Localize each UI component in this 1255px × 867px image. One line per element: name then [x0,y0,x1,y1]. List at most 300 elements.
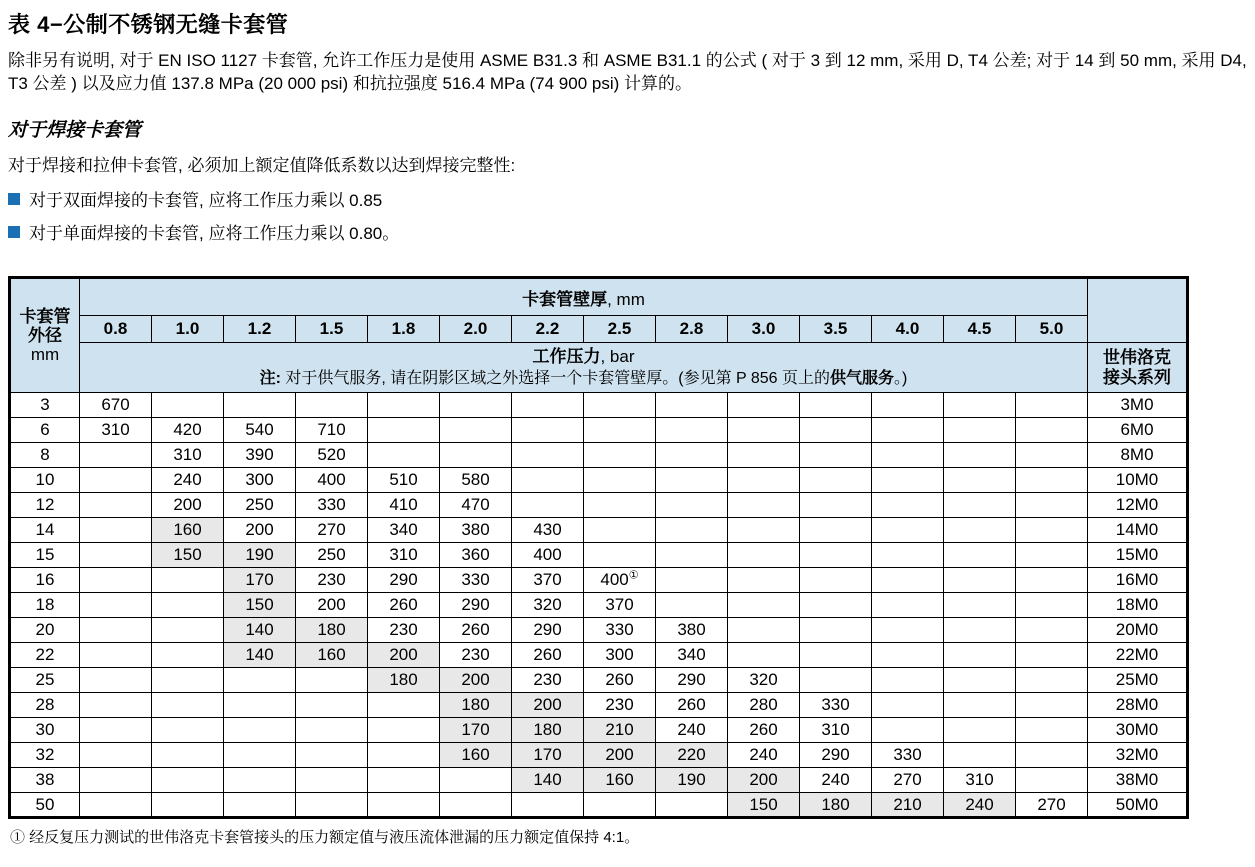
working-pressure-header-cell [80,343,1088,393]
pressure-cell [296,718,368,743]
pressure-cell: 240 [800,768,872,793]
series-cell: 30M0 [1088,718,1188,743]
od-cell: 22 [10,643,80,668]
pressure-cell [224,768,296,793]
pressure-cell: 170 [224,568,296,593]
pressure-cell [944,743,1016,768]
thickness-value-cell: 0.8 [80,316,152,343]
pressure-cell: 200 [584,743,656,768]
pressure-cell [1016,618,1088,643]
od-header-cell: 卡套管 外径 mm [10,278,80,393]
od-cell: 10 [10,468,80,493]
pressure-cell [1016,743,1088,768]
pressure-cell [1016,443,1088,468]
bullet-text: 对于双面焊接的卡套管, 应将工作压力乘以 0.85 [29,191,383,210]
pressure-cell: 260 [368,593,440,618]
table-row [10,593,1188,618]
pressure-cell: 540 [224,418,296,443]
pressure-cell [800,668,872,693]
pressure-cell [944,643,1016,668]
pressure-cell [152,618,224,643]
od-cell: 20 [10,618,80,643]
table-row [10,568,1188,593]
pressure-cell [728,618,800,643]
pressure-cell: 200 [512,693,584,718]
pressure-cell [728,543,800,568]
pressure-cell [296,693,368,718]
od-cell: 12 [10,493,80,518]
pressure-cell: 290 [440,593,512,618]
pressure-cell [872,418,944,443]
pressure-cell [368,718,440,743]
pressure-cell: 670 [80,393,152,418]
pressure-cell [800,618,872,643]
pressure-cell [1016,493,1088,518]
table-row [10,718,1188,743]
pressure-cell [872,468,944,493]
pressure-cell: 290 [800,743,872,768]
pressure-cell [224,393,296,418]
series-cell: 50M0 [1088,793,1188,818]
pressure-cell [656,468,728,493]
pressure-cell [1016,468,1088,493]
table-header [10,278,1188,393]
series-cell: 18M0 [1088,593,1188,618]
pressure-cell: 330 [872,743,944,768]
pressure-cell [584,393,656,418]
pressure-cell: 200 [296,593,368,618]
od-cell: 30 [10,718,80,743]
pressure-cell [224,668,296,693]
pressure-cell [800,443,872,468]
pressure-cell [80,593,152,618]
thickness-value-cell: 1.0 [152,316,224,343]
pressure-cell [440,793,512,818]
pressure-cell [584,493,656,518]
thickness-value-cell: 5.0 [1016,316,1088,343]
intro-paragraph: 除非另有说明, 对于 EN ISO 1127 卡套管, 允许工作压力是使用 ASME B31.3 和 ASME B31.1 的公式 ( 对于 3 到 12 mm, 采用 D, T4 公差; 对于 14 到 50 mm, 采用 D4, T3 公差 ) 以及应力值 137.8 MPa (20 000 psi) 和抗拉强度 516.4 MPa (74 900 psi) 计算的。 [8,51,1247,93]
pressure-cell [152,768,224,793]
pressure-cell [800,643,872,668]
pressure-cell [368,743,440,768]
pressure-cell [656,568,728,593]
pressure-cell [728,593,800,618]
pressure-cell: 310 [152,443,224,468]
pressure-cell [728,443,800,468]
gas-service-note: 注: 对于供气服务, 请在阴影区域之外选择一个卡套管壁厚。(参见第 P 856 页上的供气服务。) [259,369,908,387]
pressure-cell: 160 [296,643,368,668]
pressure-cell [800,593,872,618]
thickness-value-cell: 3.5 [800,316,872,343]
pressure-cell: 270 [296,518,368,543]
thickness-value-cell: 4.5 [944,316,1016,343]
series-cell: 10M0 [1088,468,1188,493]
pressure-cell [368,793,440,818]
thickness-value-cell: 2.8 [656,316,728,343]
thickness-value-cell: 1.8 [368,316,440,343]
pressure-cell [944,418,1016,443]
pressure-cell [656,443,728,468]
pressure-cell [872,393,944,418]
table-row [10,693,1188,718]
pressure-cell: 400 [296,468,368,493]
pressure-cell: 190 [656,768,728,793]
pressure-cell [872,643,944,668]
pressure-cell [944,393,1016,418]
pressure-cell [80,743,152,768]
pressure-cell: 230 [296,568,368,593]
od-cell: 15 [10,543,80,568]
square-bullet-icon [8,193,20,205]
pressure-cell [656,518,728,543]
pressure-cell: 520 [296,443,368,468]
table-row [10,743,1188,768]
pressure-cell: 380 [440,518,512,543]
pressure-cell [872,593,944,618]
pressure-cell: 260 [512,643,584,668]
pressure-cell: 410 [368,493,440,518]
pressure-cell [584,443,656,468]
pressure-unit-line: 工作压力, bar [532,346,635,366]
table-row [10,468,1188,493]
pressure-cell: 580 [440,468,512,493]
pressure-cell [80,543,152,568]
pressure-cell: 140 [224,643,296,668]
pressure-cell: 430 [512,518,584,543]
series-cell: 16M0 [1088,568,1188,593]
pressure-cell: 310 [80,418,152,443]
pressure-cell: 160 [152,518,224,543]
footnote-marker: ① [628,569,639,582]
pressure-cell: 270 [872,768,944,793]
pressure-cell [296,393,368,418]
pressure-cell [872,618,944,643]
pressure-cell [944,543,1016,568]
pressure-cell [944,693,1016,718]
pressure-cell [944,568,1016,593]
pressure-cell: 420 [152,418,224,443]
od-cell: 6 [10,418,80,443]
pressure-cell [944,668,1016,693]
pressure-cell: 200 [224,518,296,543]
pressure-cell [224,793,296,818]
pressure-cell [872,543,944,568]
pressure-cell: 260 [728,718,800,743]
pressure-cell [872,718,944,743]
pressure-cell: 390 [224,443,296,468]
pressure-cell: 150 [224,593,296,618]
series-cell: 3M0 [1088,393,1188,418]
series-cell: 38M0 [1088,768,1188,793]
thickness-value-cell: 4.0 [872,316,944,343]
pressure-cell [80,518,152,543]
pressure-cell: 300 [584,643,656,668]
pressure-cell: 310 [944,768,1016,793]
footnote: ① 经反复压力测试的世伟洛克卡套管接头的压力额定值与液压流体泄漏的压力额定值保持 4:1。 [10,829,640,846]
pressure-cell [872,668,944,693]
series-cell: 8M0 [1088,443,1188,468]
pressure-cell: 180 [368,668,440,693]
pressure-cell: 240 [656,718,728,743]
bullet-item [8,219,1245,244]
pressure-cell [80,793,152,818]
pressure-cell [944,718,1016,743]
pressure-cell [80,493,152,518]
pressure-cell: 320 [728,668,800,693]
pressure-cell [80,643,152,668]
pressure-cell [872,493,944,518]
pressure-cell [944,493,1016,518]
weld-intro-text: 对于焊接和拉伸卡套管, 必须加上额定值降低系数以达到焊接完整性: [8,156,516,175]
weld-section-heading: 对于焊接卡套管 [8,120,142,141]
od-cell: 14 [10,518,80,543]
pressure-cell [224,743,296,768]
pressure-cell [80,443,152,468]
pressure-cell [152,393,224,418]
od-cell: 25 [10,668,80,693]
series-cell: 15M0 [1088,543,1188,568]
table-row [10,443,1188,468]
pressure-cell: 160 [584,768,656,793]
pressure-cell: 330 [800,693,872,718]
pressure-cell [728,568,800,593]
pressure-cell: 240 [728,743,800,768]
pressure-cell: 160 [440,743,512,768]
pressure-cell: 200 [728,768,800,793]
pressure-cell: 400 [512,543,584,568]
pressure-cell [728,468,800,493]
pressure-cell [872,518,944,543]
pressure-cell [80,693,152,718]
pressure-cell: 210 [584,718,656,743]
series-cell: 6M0 [1088,418,1188,443]
pressure-cell [1016,393,1088,418]
pressure-cell: 380 [656,618,728,643]
pressure-cell: 290 [656,668,728,693]
pressure-cell [656,793,728,818]
table-row [10,768,1188,793]
pressure-cell [944,468,1016,493]
series-cell: 22M0 [1088,643,1188,668]
pressure-cell [80,468,152,493]
od-cell: 38 [10,768,80,793]
pressure-cell: 230 [584,693,656,718]
pressure-cell: 180 [440,693,512,718]
table-row [10,668,1188,693]
square-bullet-icon [8,226,20,238]
pressure-cell: 470 [440,493,512,518]
pressure-cell [584,543,656,568]
pressure-cell: 360 [440,543,512,568]
pressure-cell: 140 [512,768,584,793]
series-cell: 14M0 [1088,518,1188,543]
pressure-cell [800,418,872,443]
pressure-cell: 190 [224,543,296,568]
pressure-cell: 280 [728,693,800,718]
series-cell: 20M0 [1088,618,1188,643]
od-cell: 18 [10,593,80,618]
pressure-cell [728,393,800,418]
pressure-cell: 250 [296,543,368,568]
pressure-cell [80,768,152,793]
pressure-cell [872,693,944,718]
pressure-cell [152,718,224,743]
pressure-cell [872,443,944,468]
pressure-cell [584,418,656,443]
pressure-cell: 170 [512,743,584,768]
pressure-cell: 330 [584,618,656,643]
pressure-cell [152,643,224,668]
pressure-cell [1016,718,1088,743]
pressure-cell [1016,418,1088,443]
pressure-cell: 240 [944,793,1016,818]
pressure-cell: 200 [440,668,512,693]
pressure-cell [656,593,728,618]
pressure-cell [152,568,224,593]
table-row [10,493,1188,518]
pressure-cell [656,418,728,443]
pressure-cell: 170 [440,718,512,743]
pressure-cell: 400① [584,568,656,593]
thickness-header-row [10,316,1188,343]
pressure-cell: 370 [584,593,656,618]
pressure-cell: 180 [296,618,368,643]
od-cell: 8 [10,443,80,468]
od-cell: 32 [10,743,80,768]
pressure-cell [440,443,512,468]
table-row [10,618,1188,643]
pressure-cell [944,443,1016,468]
pressure-cell [656,493,728,518]
pressure-cell: 300 [224,468,296,493]
pressure-cell [368,693,440,718]
table-row [10,518,1188,543]
pressure-cell [1016,593,1088,618]
pressure-cell [440,393,512,418]
pressure-cell: 230 [440,643,512,668]
pressure-cell: 140 [224,618,296,643]
pressure-cell [152,793,224,818]
pressure-cell [296,743,368,768]
pressure-cell: 260 [584,668,656,693]
pressure-cell [872,568,944,593]
thickness-value-cell: 2.5 [584,316,656,343]
pressure-cell: 250 [224,493,296,518]
od-cell: 16 [10,568,80,593]
pressure-cell [800,568,872,593]
pressure-cell: 290 [512,618,584,643]
pressure-cell: 180 [512,718,584,743]
pressure-cell: 240 [152,468,224,493]
pressure-cell [800,518,872,543]
pressure-cell [152,668,224,693]
thickness-value-cell: 1.5 [296,316,368,343]
pressure-cell: 150 [728,793,800,818]
pressure-cell [152,593,224,618]
pressure-cell [512,418,584,443]
od-cell: 50 [10,793,80,818]
pressure-cell [944,593,1016,618]
thickness-value-cell: 3.0 [728,316,800,343]
pressure-cell [512,443,584,468]
table-row [10,643,1188,668]
series-header-cell: 世伟洛克 接头系列 [1088,343,1188,393]
pressure-cell [1016,768,1088,793]
pressure-cell: 260 [656,693,728,718]
pressure-cell [800,393,872,418]
bullet-item [8,186,1245,211]
pressure-cell [1016,518,1088,543]
series-cell: 25M0 [1088,668,1188,693]
pressure-cell [1016,568,1088,593]
pressure-cell: 270 [1016,793,1088,818]
pressure-cell: 510 [368,468,440,493]
table-row [10,418,1188,443]
pressure-cell: 230 [368,618,440,643]
pressure-cell: 220 [656,743,728,768]
pressure-cell [152,693,224,718]
pressure-cell [1016,668,1088,693]
pressure-cell: 330 [440,568,512,593]
pressure-cell [440,418,512,443]
pressure-cell: 290 [368,568,440,593]
pressure-cell: 320 [512,593,584,618]
pressure-cell [440,768,512,793]
pressure-cell: 200 [152,493,224,518]
table-row [10,543,1188,568]
pressure-cell [656,393,728,418]
bullet-text: 对于单面焊接的卡套管, 应将工作压力乘以 0.80。 [29,224,400,243]
pressure-cell [80,568,152,593]
pressure-cell [944,518,1016,543]
od-cell: 3 [10,393,80,418]
pressure-cell: 260 [440,618,512,643]
pressure-cell [584,793,656,818]
pressure-cell: 310 [368,543,440,568]
tubing-pressure-table [8,276,1189,819]
pressure-cell [80,668,152,693]
pressure-cell: 180 [800,793,872,818]
pressure-cell [296,768,368,793]
series-cell: 12M0 [1088,493,1188,518]
pressure-cell [1016,643,1088,668]
pressure-cell: 150 [152,543,224,568]
pressure-cell [728,643,800,668]
pressure-cell [512,468,584,493]
pressure-cell [80,618,152,643]
pressure-cell [368,393,440,418]
pressure-cell: 340 [368,518,440,543]
pressure-cell [800,543,872,568]
pressure-cell [80,718,152,743]
pressure-cell: 340 [656,643,728,668]
pressure-cell: 230 [512,668,584,693]
pressure-cell [512,793,584,818]
pressure-cell: 710 [296,418,368,443]
pressure-cell [152,743,224,768]
series-cell: 28M0 [1088,693,1188,718]
thickness-value-cell: 2.0 [440,316,512,343]
pressure-cell: 310 [800,718,872,743]
series-header-top-cell [1088,278,1188,343]
pressure-cell [1016,693,1088,718]
pressure-cell [296,668,368,693]
wall-thickness-header-cell: 卡套管壁厚, mm [80,278,1088,316]
pressure-cell [584,518,656,543]
pressure-cell [944,618,1016,643]
pressure-cell [728,493,800,518]
pressure-cell [728,518,800,543]
